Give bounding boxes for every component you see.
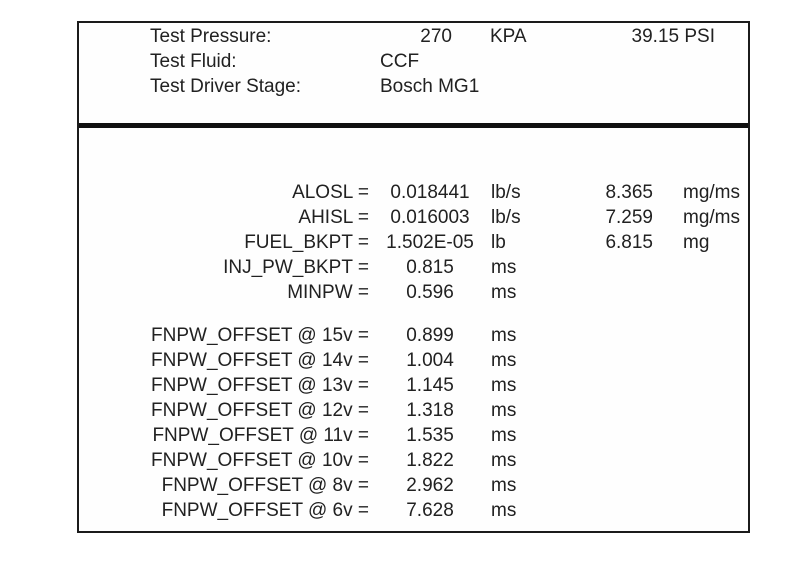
test-driver-stage-value: Bosch MG1 bbox=[380, 76, 480, 97]
offset-value: 2.962 bbox=[406, 475, 454, 496]
offset-label: FNPW_OFFSET @ 14v = bbox=[151, 350, 369, 371]
metric-value: 8.365 bbox=[605, 182, 653, 203]
metric-value: 6.815 bbox=[605, 232, 653, 253]
offset-unit: ms bbox=[491, 375, 517, 396]
section-divider bbox=[79, 123, 748, 128]
metric-value: 7.259 bbox=[605, 207, 653, 228]
offset-row-10v bbox=[79, 448, 748, 473]
header-row-test-pressure bbox=[79, 24, 748, 49]
offset-label: FNPW_OFFSET @ 13v = bbox=[151, 375, 369, 396]
offset-row-6v bbox=[79, 498, 748, 523]
offset-unit: ms bbox=[491, 450, 517, 471]
offset-unit: ms bbox=[491, 325, 517, 346]
parameter-row-alosl bbox=[79, 180, 748, 205]
parameter-value: 1.502E-05 bbox=[386, 232, 474, 253]
offset-unit: ms bbox=[491, 425, 517, 446]
offset-row-15v bbox=[79, 323, 748, 348]
parameter-unit: lb/s bbox=[491, 207, 521, 228]
parameter-row-minpw bbox=[79, 280, 748, 305]
offset-label: FNPW_OFFSET @ 10v = bbox=[151, 450, 369, 471]
parameter-label: MINPW = bbox=[287, 282, 369, 303]
offset-value: 1.145 bbox=[406, 375, 454, 396]
test-pressure-unit: KPA bbox=[490, 26, 527, 47]
test-fluid-label: Test Fluid: bbox=[150, 51, 237, 72]
offset-unit: ms bbox=[491, 350, 517, 371]
parameter-value: 0.596 bbox=[406, 282, 454, 303]
test-pressure-label: Test Pressure: bbox=[150, 26, 272, 47]
metric-unit: mg/ms bbox=[683, 182, 740, 203]
offset-label: FNPW_OFFSET @ 8v = bbox=[161, 475, 369, 496]
test-fluid-value: CCF bbox=[380, 51, 420, 72]
metric-unit: mg/ms bbox=[683, 207, 740, 228]
offset-unit: ms bbox=[491, 500, 517, 521]
offset-value: 1.004 bbox=[406, 350, 454, 371]
header-row-test-driver-stage bbox=[79, 74, 748, 99]
offset-value: 0.899 bbox=[406, 325, 454, 346]
offset-label: FNPW_OFFSET @ 6v = bbox=[161, 500, 369, 521]
offset-row-12v bbox=[79, 398, 748, 423]
offset-label: FNPW_OFFSET @ 12v = bbox=[151, 400, 369, 421]
parameter-unit: ms bbox=[491, 257, 517, 278]
offset-value: 1.535 bbox=[406, 425, 454, 446]
parameter-row-fuel-bkpt bbox=[79, 230, 748, 255]
header-row-test-fluid bbox=[79, 49, 748, 74]
offset-label: FNPW_OFFSET @ 15v = bbox=[151, 325, 369, 346]
parameter-label: FUEL_BKPT = bbox=[244, 232, 369, 253]
parameter-unit: ms bbox=[491, 282, 517, 303]
test-data-sheet bbox=[77, 21, 750, 533]
parameter-value: 0.815 bbox=[406, 257, 454, 278]
offset-row-14v bbox=[79, 348, 748, 373]
offset-row-13v bbox=[79, 373, 748, 398]
offset-value: 7.628 bbox=[406, 500, 454, 521]
offset-row-8v bbox=[79, 473, 748, 498]
test-pressure-value: 270 bbox=[420, 26, 452, 47]
parameter-unit: lb/s bbox=[491, 182, 521, 203]
parameter-label: AHISL = bbox=[298, 207, 369, 228]
test-driver-stage-label: Test Driver Stage: bbox=[150, 76, 301, 97]
test-pressure-psi-value: 39.15 PSI bbox=[631, 26, 715, 47]
parameter-label: INJ_PW_BKPT = bbox=[223, 257, 369, 278]
parameter-row-inj-pw-bkpt bbox=[79, 255, 748, 280]
parameter-unit: lb bbox=[491, 232, 506, 253]
offset-row-11v bbox=[79, 423, 748, 448]
offset-value: 1.822 bbox=[406, 450, 454, 471]
parameter-label: ALOSL = bbox=[292, 182, 369, 203]
parameter-value: 0.016003 bbox=[390, 207, 470, 228]
offset-value: 1.318 bbox=[406, 400, 454, 421]
metric-unit: mg bbox=[683, 232, 710, 253]
offset-label: FNPW_OFFSET @ 11v = bbox=[152, 425, 369, 446]
parameter-row-ahisl bbox=[79, 205, 748, 230]
parameter-value: 0.018441 bbox=[390, 182, 470, 203]
offset-unit: ms bbox=[491, 400, 517, 421]
offset-unit: ms bbox=[491, 475, 517, 496]
